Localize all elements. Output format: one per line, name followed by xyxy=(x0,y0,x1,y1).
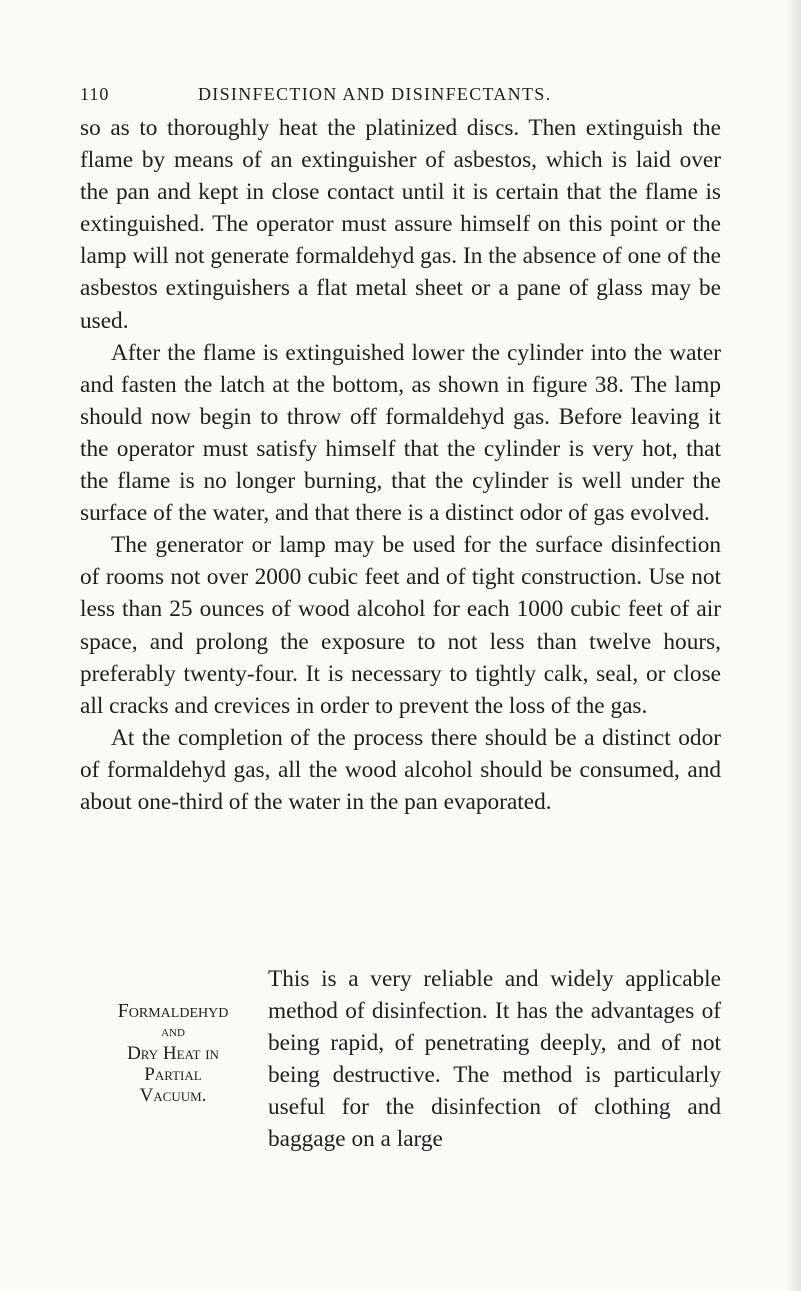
section-paragraph: This is a very reliable and widely applicable method of disinfection. It has the advantages of being rapid, of penetrating deeply, and of not being destructive. The method is particularly useful for the disinfection of clothing and baggage on a large xyxy=(268,966,721,1153)
side-heading-line: Partial xyxy=(144,1064,202,1085)
side-heading-line: Vacuum. xyxy=(139,1085,207,1106)
side-heading-line: Formaldehyd xyxy=(117,1000,229,1022)
page-number: 110 xyxy=(80,84,110,104)
paragraph-4: At the completion of the process there should be a distinct odor of formaldehyd gas, all the wood alcohol should be consumed, and about one-third of the water in the pan evaporated. xyxy=(80,724,721,815)
body-text xyxy=(80,112,721,818)
running-title: DISINFECTION AND DISINFECTANTS. xyxy=(198,84,552,104)
page-edge-shadow xyxy=(787,0,801,1291)
paragraph-2: After the flame is extinguished lower the cylinder into the water and fasten the latch at the bottom, as shown in figure 38. The lamp should now begin to throw off formaldehyd gas. Before leaving it the operator must satisfy himself that the cylinder is very hot, that the flame is no longer burning, that the cylinder is well under the surface of the water, and that there is a distinct odor of gas evolved. xyxy=(80,339,721,527)
side-heading-line: Dry Heat in xyxy=(127,1043,219,1064)
formaldehyd-dry-heat-section xyxy=(80,963,721,1223)
side-heading xyxy=(80,1001,266,1106)
paragraph-1: so as to thoroughly heat the platinized discs. Then extinguish the flame by means of an extinguisher of asbestos, which is laid over the pan and kept in close contact until it is certain that the flame is extinguished. The operator must assure himself on this point or the lamp will not generate formaldehyd gas. In the absence of one of the asbestos extinguishers a flat metal sheet or a pane of glass may be used. xyxy=(80,115,721,334)
paragraph-3: The generator or lamp may be used for the surface disinfection of rooms not over 2000 cubic feet and of tight construction. Use not less than 25 ounces of wood alcohol for each 1000 cubic feet of air space, and prolong the exposure to not less than twelve hours, preferably twenty-four. It is necessary to tightly calk, seal, or close all cracks and crevices in order to prevent the loss of the gas. xyxy=(80,532,721,719)
side-heading-line: and xyxy=(161,1024,185,1040)
